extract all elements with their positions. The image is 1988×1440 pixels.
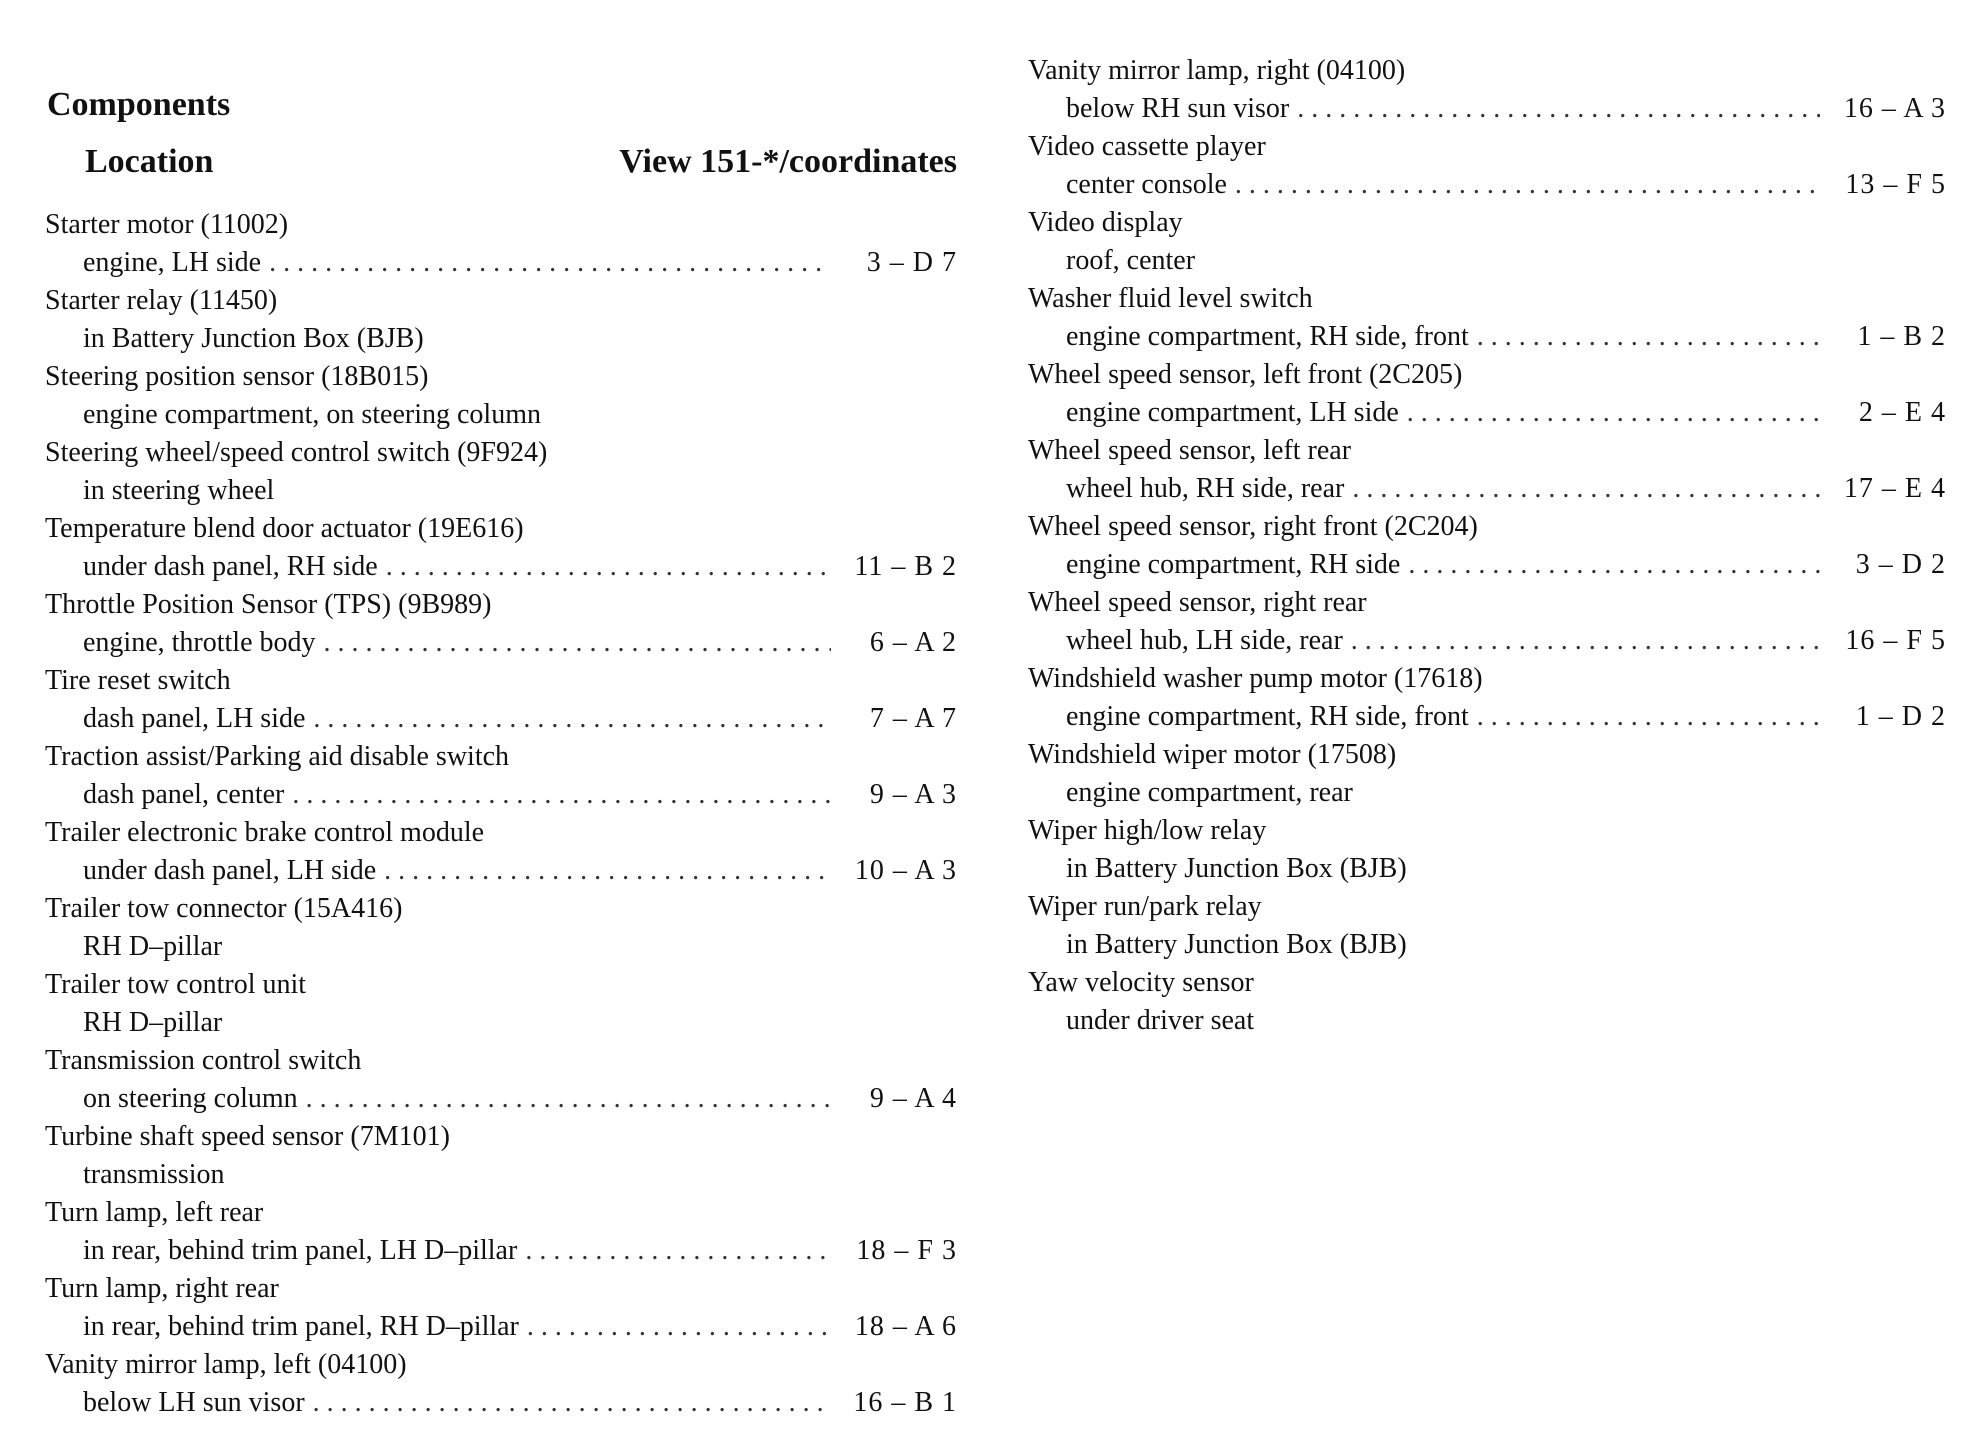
component-location-row <box>45 776 957 814</box>
component-location-row <box>45 1156 957 1194</box>
view-coordinate: 9 – A 3 <box>869 779 957 810</box>
view-coordinate: 17 – E 4 <box>1843 473 1946 504</box>
component-location: engine compartment, LH side <box>1066 397 1399 428</box>
component-entry <box>45 738 957 814</box>
component-name: Wheel speed sensor, left front (2C205) <box>1028 359 1463 390</box>
component-name: Vanity mirror lamp, right (04100) <box>1028 55 1406 86</box>
dot-leader <box>1351 622 1820 660</box>
component-name: Wiper run/park relay <box>1028 891 1262 922</box>
component-entry <box>1028 204 1946 280</box>
component-location-row <box>1028 1002 1946 1040</box>
component-name: Traction assist/Parking aid disable switch <box>45 741 510 772</box>
view-coordinate: 18 – F 3 <box>856 1235 957 1266</box>
view-coordinate: 16 – F 5 <box>1845 625 1946 656</box>
view-coordinate: 16 – B 1 <box>853 1387 957 1418</box>
component-location: wheel hub, RH side, rear <box>1066 473 1345 504</box>
component-entry <box>1028 432 1946 508</box>
view-coordinate: 10 – A 3 <box>854 855 957 886</box>
component-name: Starter motor (11002) <box>45 209 289 240</box>
component-location: in rear, behind trim panel, LH D–pillar <box>83 1235 518 1266</box>
component-name: Video display <box>1028 207 1183 238</box>
dot-leader <box>313 1384 831 1422</box>
component-location: in steering wheel <box>83 475 275 506</box>
view-coordinate: 2 – E 4 <box>1858 397 1946 428</box>
component-location-row <box>1028 926 1946 964</box>
view-coordinate: 9 – A 4 <box>869 1083 957 1114</box>
component-location: below RH sun visor <box>1066 93 1290 124</box>
component-name: Windshield washer pump motor (17618) <box>1028 663 1483 694</box>
view-coordinate: 3 – D 2 <box>1855 549 1946 580</box>
component-location: engine compartment, on steering column <box>83 399 541 430</box>
component-location: RH D–pillar <box>83 1007 223 1038</box>
component-location-row <box>1028 622 1946 660</box>
component-location-row <box>45 396 957 434</box>
component-location: in Battery Junction Box (BJB) <box>83 323 424 354</box>
component-location-row <box>45 928 957 966</box>
component-location: engine, throttle body <box>83 627 316 658</box>
component-location-row <box>45 1004 957 1042</box>
view-coordinate: 18 – A 6 <box>854 1311 957 1342</box>
component-location-row <box>1028 394 1946 432</box>
dot-leader <box>1477 698 1820 736</box>
component-location-row <box>45 624 957 662</box>
component-location: under dash panel, LH side <box>83 855 377 886</box>
dot-leader <box>306 1080 831 1118</box>
component-location-row <box>1028 546 1946 584</box>
component-location: engine compartment, RH side, front <box>1066 701 1469 732</box>
component-entry <box>1028 736 1946 812</box>
dot-leader <box>525 1232 831 1270</box>
dot-leader <box>1352 470 1820 508</box>
component-location: in rear, behind trim panel, RH D–pillar <box>83 1311 519 1342</box>
component-entry <box>45 282 957 358</box>
component-name: Video cassette player <box>1028 131 1266 162</box>
component-name: Windshield wiper motor (17508) <box>1028 739 1397 770</box>
component-location: on steering column <box>83 1083 298 1114</box>
component-name: Steering position sensor (18B015) <box>45 361 429 392</box>
component-location-row <box>45 244 957 282</box>
component-location-row <box>45 548 957 586</box>
dot-leader <box>1407 394 1820 432</box>
component-entry <box>1028 52 1946 128</box>
component-name: Trailer electronic brake control module <box>45 817 485 848</box>
component-location: wheel hub, LH side, rear <box>1066 625 1343 656</box>
component-name: Temperature blend door actuator (19E616) <box>45 513 524 544</box>
component-name: Turbine shaft speed sensor (7M101) <box>45 1121 450 1152</box>
component-entry <box>1028 128 1946 204</box>
component-entry <box>45 890 957 966</box>
component-location: below LH sun visor <box>83 1387 305 1418</box>
component-name: Wheel speed sensor, left rear <box>1028 435 1352 466</box>
component-entry <box>45 434 957 510</box>
component-location: dash panel, LH side <box>83 703 306 734</box>
component-entry <box>1028 508 1946 584</box>
dot-leader <box>384 852 831 890</box>
component-location-row <box>1028 774 1946 812</box>
component-location: engine compartment, rear <box>1066 777 1353 808</box>
component-entry <box>1028 812 1946 888</box>
component-location-row <box>1028 698 1946 736</box>
component-entry <box>1028 356 1946 432</box>
left-component-list <box>45 206 957 1422</box>
view-coordinate: 16 – A 3 <box>1843 93 1946 124</box>
view-coordinate: 11 – B 2 <box>854 551 957 582</box>
component-location-row <box>1028 318 1946 356</box>
component-entry <box>45 662 957 738</box>
dot-leader <box>324 624 831 662</box>
component-entry <box>45 814 957 890</box>
dot-leader <box>313 700 831 738</box>
component-name: Turn lamp, right rear <box>45 1273 279 1304</box>
component-location-row <box>45 1384 957 1422</box>
component-location: in Battery Junction Box (BJB) <box>1066 929 1407 960</box>
component-entry <box>45 1346 957 1422</box>
component-name: Transmission control switch <box>45 1045 362 1076</box>
dot-leader <box>1477 318 1820 356</box>
component-location: engine compartment, RH side, front <box>1066 321 1469 352</box>
component-location: in Battery Junction Box (BJB) <box>1066 853 1407 884</box>
component-location: dash panel, center <box>83 779 285 810</box>
component-entry <box>45 966 957 1042</box>
component-name: Trailer tow connector (15A416) <box>45 893 403 924</box>
view-coordinate: 1 – B 2 <box>1857 321 1946 352</box>
component-entry <box>45 510 957 586</box>
component-entry <box>45 586 957 662</box>
component-entry <box>1028 584 1946 660</box>
component-location: engine compartment, RH side <box>1066 549 1401 580</box>
component-entry <box>45 206 957 282</box>
component-name: Wheel speed sensor, right rear <box>1028 587 1367 618</box>
component-name: Steering wheel/speed control switch (9F924) <box>45 437 548 468</box>
dot-leader <box>1408 546 1820 584</box>
component-location: transmission <box>83 1159 225 1190</box>
component-location: under driver seat <box>1066 1005 1255 1036</box>
component-name: Turn lamp, left rear <box>45 1197 264 1228</box>
location-column-header: Location <box>85 143 214 180</box>
component-name: Washer fluid level switch <box>1028 283 1313 314</box>
view-coordinate: 3 – D 7 <box>866 247 957 278</box>
component-location-row <box>1028 242 1946 280</box>
component-entry <box>1028 280 1946 356</box>
component-location-row <box>45 472 957 510</box>
component-location: roof, center <box>1066 245 1196 276</box>
component-entry <box>45 358 957 434</box>
view-coordinate: 7 – A 7 <box>869 703 957 734</box>
component-location-row <box>1028 166 1946 204</box>
dot-leader <box>292 776 831 814</box>
view-coordinate: 13 – F 5 <box>1845 169 1946 200</box>
component-location-row <box>45 1080 957 1118</box>
component-entry <box>45 1270 957 1346</box>
component-location-row <box>45 1232 957 1270</box>
component-entry <box>1028 660 1946 736</box>
component-name: Throttle Position Sensor (TPS) (9B989) <box>45 589 492 620</box>
component-location: engine, LH side <box>83 247 262 278</box>
component-location-row <box>45 1308 957 1346</box>
view-coordinate: 6 – A 2 <box>869 627 957 658</box>
component-location-row <box>1028 470 1946 508</box>
component-location-row <box>45 852 957 890</box>
component-name: Wheel speed sensor, right front (2C204) <box>1028 511 1478 542</box>
component-location: under dash panel, RH side <box>83 551 378 582</box>
component-entry <box>45 1194 957 1270</box>
component-entry <box>1028 964 1946 1040</box>
dot-leader <box>527 1308 831 1346</box>
component-name: Yaw velocity sensor <box>1028 967 1254 998</box>
dot-leader <box>1235 166 1820 204</box>
component-name: Wiper high/low relay <box>1028 815 1267 846</box>
component-name: Vanity mirror lamp, left (04100) <box>45 1349 407 1380</box>
view-coordinate: 1 – D 2 <box>1855 701 1946 732</box>
component-location: center console <box>1066 169 1227 200</box>
page-title: Components <box>47 86 231 123</box>
dot-leader <box>1297 90 1820 128</box>
component-entry <box>45 1118 957 1194</box>
component-location-row <box>45 320 957 358</box>
dot-leader <box>269 244 831 282</box>
component-name: Tire reset switch <box>45 665 231 696</box>
component-location: RH D–pillar <box>83 931 223 962</box>
dot-leader <box>386 548 831 586</box>
component-location-row <box>45 700 957 738</box>
component-location-row <box>1028 90 1946 128</box>
view-coordinates-column-header: View 151-*/coordinates <box>619 143 957 180</box>
component-name: Trailer tow control unit <box>45 969 307 1000</box>
component-entry <box>1028 888 1946 964</box>
component-name: Starter relay (11450) <box>45 285 278 316</box>
component-location-row <box>1028 850 1946 888</box>
column-header-row <box>47 143 957 187</box>
component-entry <box>45 1042 957 1118</box>
right-component-list <box>1028 52 1946 1040</box>
